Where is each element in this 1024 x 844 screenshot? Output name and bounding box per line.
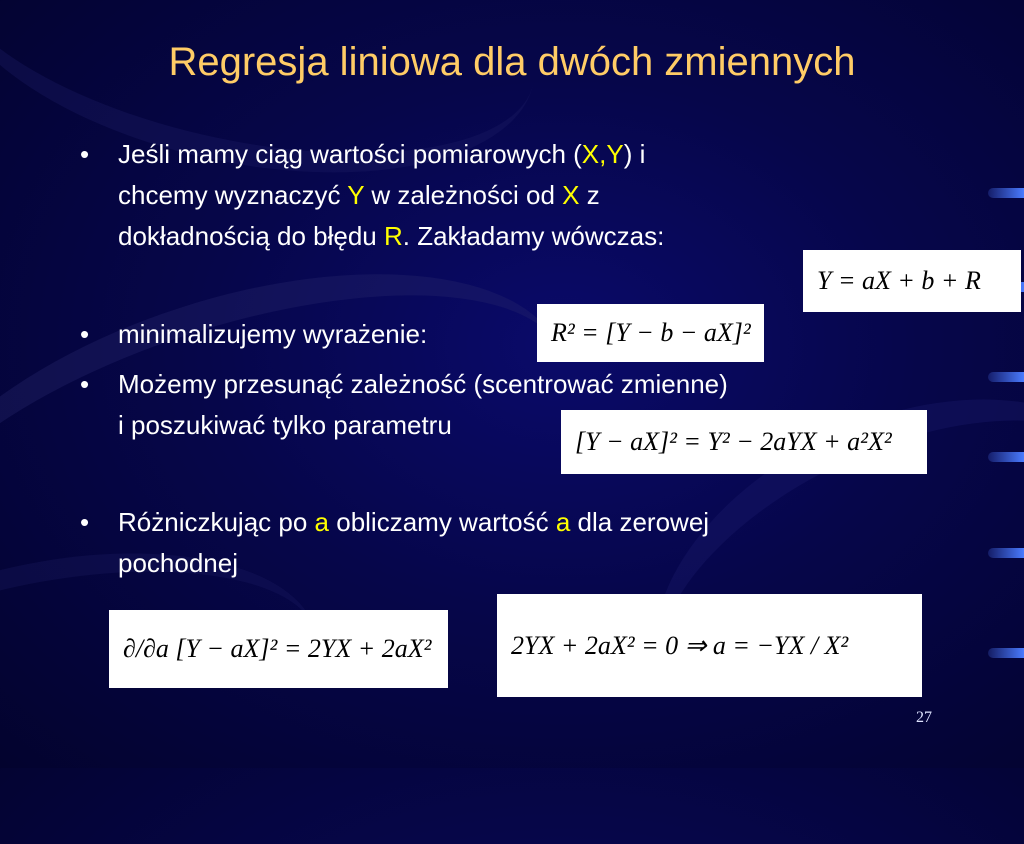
bullet-line <box>118 502 709 543</box>
text-run: obliczamy wartość <box>329 507 556 537</box>
equation-text: Y = aX + b + R <box>817 266 981 295</box>
bullet-line <box>118 134 664 175</box>
text-run: dokładnością do błędu <box>118 221 384 251</box>
equation-model <box>803 250 1021 312</box>
decorative-tick <box>988 372 1024 382</box>
equation-text: R² = [Y − b − aX]² <box>551 318 751 347</box>
equation-text: [Y − aX]² = Y² − 2aYX + a²X² <box>575 427 892 456</box>
text-run: z <box>579 180 600 210</box>
equation-text: ∂/∂a [Y − aX]² = 2YX + 2aX² <box>123 634 432 663</box>
highlight-x: X <box>562 180 580 210</box>
equation-derivative <box>109 610 448 688</box>
bullet-line: i poszukiwać tylko parametru <box>118 410 452 440</box>
bullet-dot: • <box>80 507 90 537</box>
highlight-r: R <box>383 221 403 251</box>
highlight-a: a <box>314 507 330 537</box>
bullet-text <box>118 134 664 257</box>
bullet-text: minimalizujemy wyrażenie: <box>118 319 428 349</box>
bullet-line <box>118 175 664 216</box>
text-run: chcemy wyznaczyć <box>118 180 348 210</box>
decorative-tick <box>988 452 1024 462</box>
highlight-a: a <box>555 507 571 537</box>
text-run: Różniczkując po <box>118 507 315 537</box>
decorative-tick <box>988 548 1024 558</box>
equation-text: 2YX + 2aX² = 0 ⇒ a = −YX / X² <box>511 630 849 660</box>
bullet-line: pochodnej <box>118 548 238 578</box>
bullet-dot: • <box>80 319 90 349</box>
highlight-y: Y <box>347 180 365 210</box>
bullet-intro <box>80 134 664 257</box>
decorative-tick <box>988 188 1024 198</box>
text-run: Jeśli mamy ciąg wartości pomiarowych ( <box>118 139 582 169</box>
text-run: ) i <box>623 139 646 169</box>
bullet-text <box>118 502 709 584</box>
highlight-xy: X,Y <box>581 139 624 169</box>
text-run: w zależności od <box>364 180 563 210</box>
text-run: . Zakładamy wówczas: <box>402 221 665 251</box>
bullet-differentiate <box>80 502 709 584</box>
bullet-line: Możemy przesunąć zależność (scentrować zmienne) <box>118 369 728 399</box>
decorative-tick <box>988 648 1024 658</box>
equation-centered <box>561 410 927 474</box>
equation-minimize <box>537 304 764 362</box>
equation-solution <box>497 594 922 697</box>
slide-title: Regresja liniowa dla dwóch zmiennych <box>168 40 856 84</box>
bullet-minimize <box>80 314 427 355</box>
text-run: dla zerowej <box>570 507 710 537</box>
bullet-line <box>118 216 664 257</box>
bullet-dot: • <box>80 369 90 399</box>
page-number: 27 <box>916 709 932 726</box>
bullet-dot: • <box>80 139 90 169</box>
